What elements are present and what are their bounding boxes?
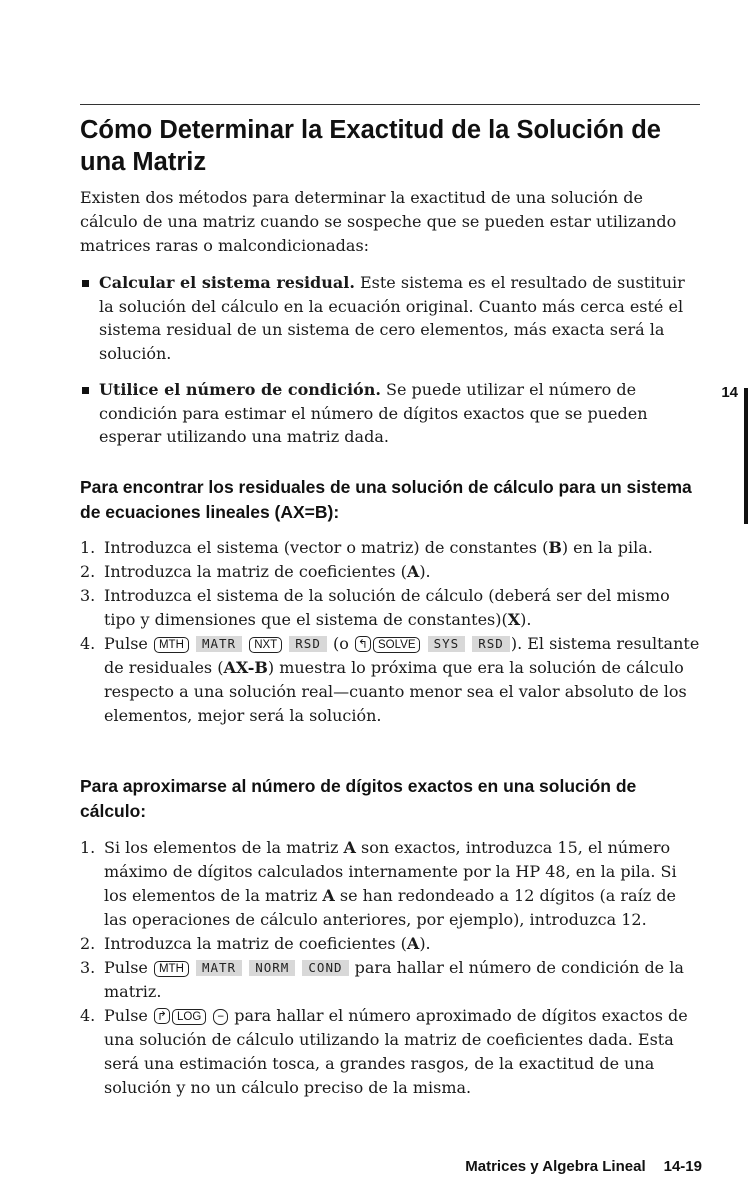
right-shift-icon: ↱ (154, 1008, 170, 1024)
bullet-text: Este sistema es el resultado de sustituir la solución del cálculo en la ecuación original. Cuanto más cerca esté el sistema residual de un sistema de cero elementos, más exacta será la solución. (99, 273, 685, 363)
bullet-text: Se puede utilizar el número de condición para estimar el número de dígitos exactos que se pueden esperar utilizando una matriz dada. (99, 380, 648, 446)
norm-softkey: NORM (249, 960, 295, 976)
list-item (80, 378, 702, 449)
matr-softkey: MATR (196, 636, 242, 652)
rsd-softkey: RSD (472, 636, 510, 652)
page-footer (465, 1158, 702, 1175)
page-title: Cómo Determinar la Exactitud de la Solución de una Matriz (80, 116, 661, 176)
left-shift-icon: ↰ (355, 636, 371, 652)
title-rule (80, 104, 700, 105)
mth-key: MTH (154, 961, 189, 977)
rsd-softkey: RSD (289, 636, 327, 652)
intro-paragraph: Existen dos métodos para determinar la exactitud de una solución de cálculo de una matriz cuando se sospeche que se pueden estar utilizando matrices raras o malcondicionadas: (80, 188, 677, 255)
digits-steps (80, 836, 702, 1100)
bullet-term: Utilice el número de condición. (99, 380, 381, 399)
chapter-number: 14 (721, 384, 738, 401)
matr-softkey: MATR (196, 960, 242, 976)
list-item: 2. Introduzca la matriz de coeficientes (A). (80, 562, 431, 581)
section-heading-digits: Para aproximarse al número de dígitos exactos en una solución de cálculo: (80, 776, 637, 821)
list-item: 4. Pulse MTH MATR NXT RSD (o ↰ SOLVE SYS RSD ). El sistema resultante de residuales (AX-B) muestra lo próxima que era la solución de cálculo respecto a una solución real—cuanto menor sea el valor absoluto de los elementos, mejor será la solución. (80, 634, 700, 725)
sys-softkey: SYS (428, 636, 466, 652)
chapter-thumb-tab (721, 384, 748, 524)
method-list (80, 271, 702, 449)
log-key: LOG (172, 1009, 206, 1025)
footer-chapter: Matrices y Algebra Lineal (465, 1158, 646, 1175)
list-item: 1. Si los elementos de la matriz A son exactos, introduzca 15, el número máximo de dígitos calculados internamente por la HP 48, en la pila. Si los elementos de la matriz A se han redondeado a 12 dígitos (a raíz de las operaciones de cálculo anteriores, por ejemplo), introduzca 12. (80, 838, 677, 929)
cond-softkey: COND (302, 960, 348, 976)
minus-key: − (213, 1009, 228, 1025)
thumb-tab-bar (744, 388, 748, 524)
list-item: 2. Introduzca la matriz de coeficientes (A). (80, 934, 431, 953)
residual-steps (80, 536, 702, 728)
list-item: 1. Introduzca el sistema (vector o matriz) de constantes (B) en la pila. (80, 538, 653, 557)
list-item (80, 271, 702, 365)
list-item: 4. Pulse ↱ LOG − para hallar el número aproximado de dígitos exactos de una solución de cálculo utilizando la matriz de coeficientes dada. Esta será una estimación tosca, a grandes rasgos, de la exactitud de una solución y no un cálculo preciso de la misma. (80, 1006, 688, 1097)
mth-key: MTH (154, 637, 189, 653)
bullet-term: Calcular el sistema residual. (99, 273, 355, 292)
list-item: 3. Pulse MTH MATR NORM COND para hallar el número de condición de la matriz. (80, 958, 684, 1001)
page-number: 14-19 (663, 1158, 702, 1175)
nxt-key: NXT (249, 637, 282, 653)
list-item: 3. Introduzca el sistema de la solución de cálculo (deberá ser del mismo tipo y dimensiones que el sistema de constantes)(X). (80, 586, 670, 629)
section-heading-residuals: Para encontrar los residuales de una solución de cálculo para un sistema de ecuaciones lineales (AX=B): (80, 477, 692, 522)
solve-key: SOLVE (373, 637, 421, 653)
